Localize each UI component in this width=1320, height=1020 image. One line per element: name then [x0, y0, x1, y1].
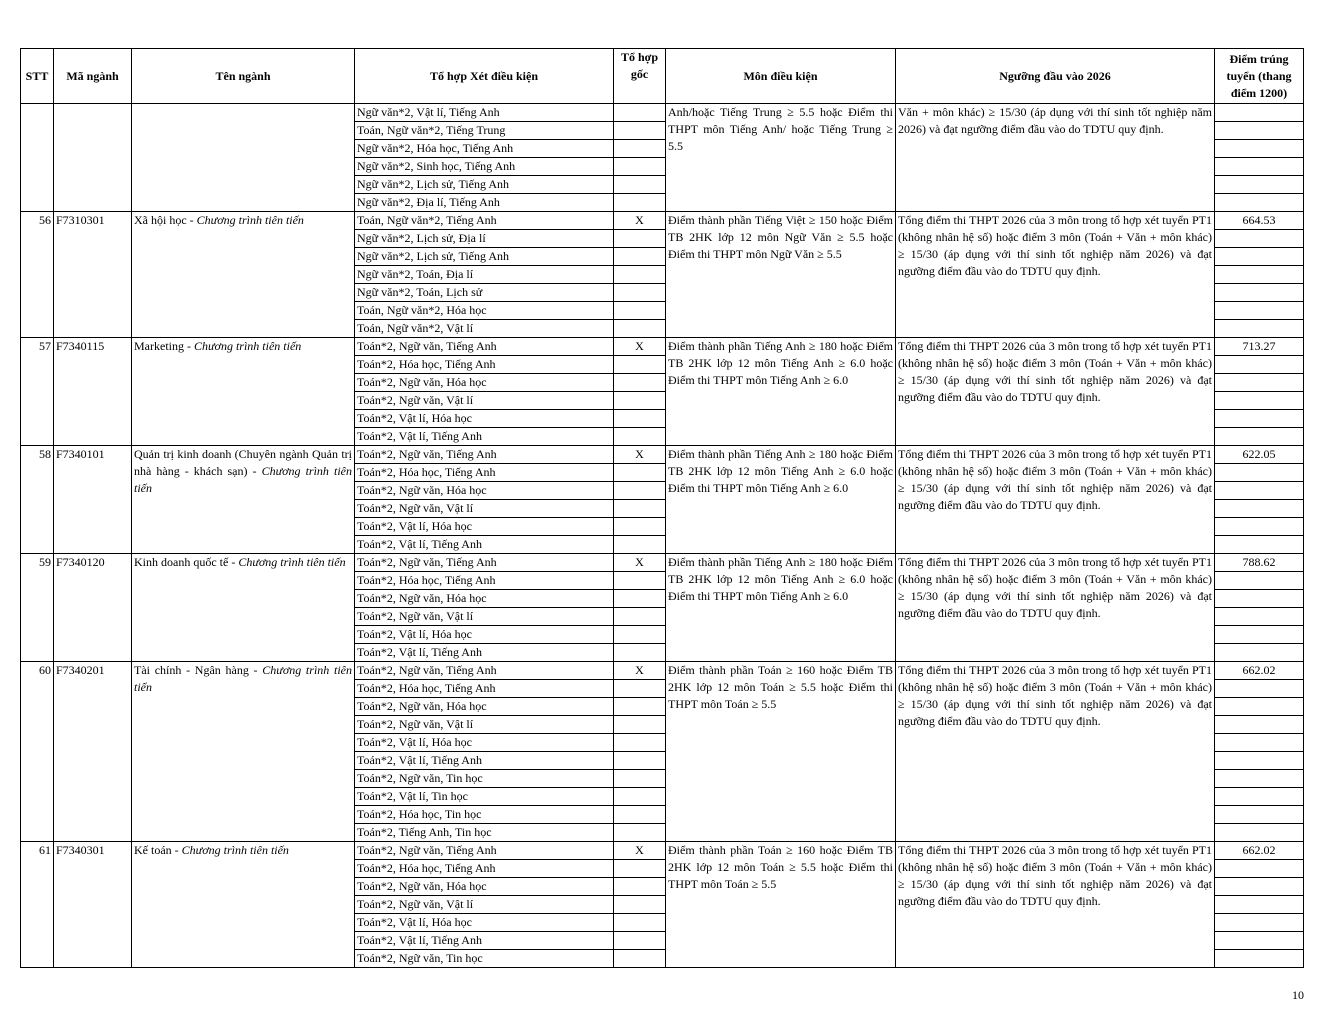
combo-cell: Toán*2, Vật lí, Hóa học: [355, 914, 614, 932]
threshold-cell: Văn + môn khác) ≥ 15/30 (áp dụng với thí sinh tốt nghiệp năm 2026) và đạt ngưỡng điểm đầu vào do TDTU quy định.: [896, 104, 1215, 212]
table-body: [21, 104, 1304, 968]
origin-mark-cell: [614, 680, 666, 698]
score-cell: [1215, 608, 1304, 626]
origin-mark-cell: [614, 302, 666, 320]
score-cell: [1215, 626, 1304, 644]
threshold-cell: Tổng điểm thi THPT 2026 của 3 môn trong tổ hợp xét tuyển PT1 (không nhân hệ số) hoặc điểm 3 môn (Toán + Văn + môn khác) ≥ 15/30 (áp dụng với thí sinh tốt nghiệp năm 2026) và đạt ngưỡng điểm đầu vào do TDTU quy định.: [896, 662, 1215, 842]
combo-cell: Toán*2, Ngữ văn, Tiếng Anh: [355, 446, 614, 464]
origin-mark-cell: X: [614, 662, 666, 680]
score-cell: [1215, 374, 1304, 392]
score-cell: [1215, 716, 1304, 734]
score-cell: [1215, 302, 1304, 320]
combo-cell: Toán*2, Vật lí, Tiếng Anh: [355, 428, 614, 446]
score-cell: [1215, 698, 1304, 716]
score-cell: [1215, 320, 1304, 338]
combo-cell: Toán*2, Hóa học, Tiếng Anh: [355, 464, 614, 482]
score-cell: [1215, 392, 1304, 410]
program-type: Chương trình tiên tiến: [196, 213, 304, 227]
origin-mark-cell: [614, 590, 666, 608]
threshold-cell: Tổng điểm thi THPT 2026 của 3 môn trong tổ hợp xét tuyển PT1 (không nhân hệ số) hoặc điểm 3 môn (Toán + Văn + môn khác) ≥ 15/30 (áp dụng với thí sinh tốt nghiệp năm 2026) và đạt ngưỡng điểm đầu vào do TDTU quy định.: [896, 212, 1215, 338]
origin-mark-cell: [614, 860, 666, 878]
combo-cell: Ngữ văn*2, Lịch sử, Địa lí: [355, 230, 614, 248]
score-cell: [1215, 572, 1304, 590]
combo-cell: Toán*2, Ngữ văn, Tin học: [355, 770, 614, 788]
stt-cell: 56: [21, 212, 54, 338]
name-cell: [132, 446, 355, 554]
name-cell: [132, 842, 355, 968]
origin-mark-cell: [614, 878, 666, 896]
origin-mark-cell: [614, 824, 666, 842]
score-cell: 788.62: [1215, 554, 1304, 572]
name-cell: [132, 662, 355, 842]
program-name: Xã hội học -: [134, 213, 197, 227]
combo-cell: Toán*2, Vật lí, Hóa học: [355, 626, 614, 644]
header-to-hop: Tổ hợp Xét điều kiện: [355, 49, 614, 104]
score-cell: [1215, 284, 1304, 302]
score-cell: [1215, 752, 1304, 770]
program-name: Quản trị kinh doanh (Chuyên ngành Quản trị nhà hàng - khách sạn) -: [134, 447, 352, 478]
combo-cell: Toán*2, Ngữ văn, Vật lí: [355, 716, 614, 734]
origin-mark-cell: [614, 428, 666, 446]
origin-mark-cell: [614, 770, 666, 788]
origin-mark-cell: [614, 734, 666, 752]
table-row: [21, 554, 1304, 572]
origin-mark-cell: [614, 122, 666, 140]
combo-cell: Toán*2, Hóa học, Tiếng Anh: [355, 860, 614, 878]
condition-cell: Điểm thành phần Toán ≥ 160 hoặc Điểm TB 2HK lớp 12 môn Toán ≥ 5.5 hoặc Điểm thi THPT môn Toán ≥ 5.5: [666, 842, 896, 968]
code-cell: [54, 104, 132, 212]
condition-cell: Điểm thành phần Toán ≥ 160 hoặc Điểm TB 2HK lớp 12 môn Toán ≥ 5.5 hoặc Điểm thi THPT môn Toán ≥ 5.5: [666, 662, 896, 842]
origin-mark-cell: [614, 626, 666, 644]
program-name: Kinh doanh quốc tế -: [134, 555, 239, 569]
combo-cell: Toán*2, Ngữ văn, Hóa học: [355, 878, 614, 896]
combo-cell: Toán*2, Vật lí, Hóa học: [355, 518, 614, 536]
program-type: Chương trình tiên tiến: [181, 843, 289, 857]
combo-cell: Toán*2, Ngữ văn, Tin học: [355, 950, 614, 968]
origin-mark-cell: [614, 896, 666, 914]
combo-cell: Toán*2, Hóa học, Tin học: [355, 806, 614, 824]
score-cell: [1215, 410, 1304, 428]
combo-cell: Toán*2, Vật lí, Tiếng Anh: [355, 752, 614, 770]
origin-mark-cell: X: [614, 338, 666, 356]
origin-mark-cell: [614, 320, 666, 338]
score-cell: [1215, 950, 1304, 968]
stt-cell: 57: [21, 338, 54, 446]
condition-cell: Anh/hoặc Tiếng Trung ≥ 5.5 hoặc Điểm thi THPT môn Tiếng Anh/ hoặc Tiếng Trung ≥ 5.5: [666, 104, 896, 212]
stt-cell: 58: [21, 446, 54, 554]
origin-mark-cell: [614, 104, 666, 122]
combo-cell: Toán, Ngữ văn*2, Tiếng Anh: [355, 212, 614, 230]
condition-cell: Điểm thành phần Tiếng Anh ≥ 180 hoặc Điểm TB 2HK lớp 12 môn Tiếng Anh ≥ 6.0 hoặc Điểm thi THPT môn Tiếng Anh ≥ 6.0: [666, 338, 896, 446]
score-cell: [1215, 464, 1304, 482]
program-name: Tài chính - Ngân hàng -: [134, 663, 263, 677]
score-cell: [1215, 176, 1304, 194]
origin-mark-cell: [614, 716, 666, 734]
score-cell: [1215, 248, 1304, 266]
combo-cell: Toán*2, Vật lí, Tiếng Anh: [355, 536, 614, 554]
stt-cell: 61: [21, 842, 54, 968]
table-row: [21, 338, 1304, 356]
header-nguong: Ngưỡng đầu vào 2026: [896, 49, 1215, 104]
table-row: [21, 212, 1304, 230]
name-cell: [132, 554, 355, 662]
stt-cell: 59: [21, 554, 54, 662]
combo-cell: Ngữ văn*2, Toán, Địa lí: [355, 266, 614, 284]
combo-cell: Toán, Ngữ văn*2, Tiếng Trung: [355, 122, 614, 140]
origin-mark-cell: [614, 158, 666, 176]
score-cell: [1215, 788, 1304, 806]
score-cell: 713.27: [1215, 338, 1304, 356]
program-type: Chương trình tiên tiến: [193, 339, 302, 353]
combo-cell: Toán*2, Ngữ văn, Tiếng Anh: [355, 338, 614, 356]
score-cell: [1215, 932, 1304, 950]
score-cell: [1215, 770, 1304, 788]
stt-cell: 60: [21, 662, 54, 842]
combo-cell: Toán*2, Vật lí, Hóa học: [355, 734, 614, 752]
code-cell: F7340201: [54, 662, 132, 842]
combo-cell: Toán*2, Hóa học, Tiếng Anh: [355, 356, 614, 374]
origin-mark-cell: [614, 194, 666, 212]
code-cell: F7340301: [54, 842, 132, 968]
score-cell: [1215, 734, 1304, 752]
combo-cell: Ngữ văn*2, Hóa học, Tiếng Anh: [355, 140, 614, 158]
origin-mark-cell: [614, 608, 666, 626]
origin-mark-cell: [614, 518, 666, 536]
combo-cell: Toán*2, Vật lí, Tiếng Anh: [355, 644, 614, 662]
origin-mark-cell: [614, 230, 666, 248]
header-ten-nganh: Tên ngành: [132, 49, 355, 104]
score-cell: [1215, 860, 1304, 878]
combo-cell: Ngữ văn*2, Lịch sử, Tiếng Anh: [355, 248, 614, 266]
code-cell: F7340115: [54, 338, 132, 446]
combo-cell: Toán*2, Ngữ văn, Hóa học: [355, 374, 614, 392]
name-cell: [132, 212, 355, 338]
program-type: Chương trình tiên tiến: [134, 663, 352, 694]
origin-mark-cell: [614, 284, 666, 302]
combo-cell: Toán*2, Ngữ văn, Tiếng Anh: [355, 662, 614, 680]
condition-cell: Điểm thành phần Tiếng Anh ≥ 180 hoặc Điểm TB 2HK lớp 12 môn Tiếng Anh ≥ 6.0 hoặc Điểm thi THPT môn Tiếng Anh ≥ 6.0: [666, 446, 896, 554]
origin-mark-cell: [614, 914, 666, 932]
score-cell: [1215, 428, 1304, 446]
origin-mark-cell: [614, 932, 666, 950]
origin-mark-cell: X: [614, 446, 666, 464]
score-cell: [1215, 230, 1304, 248]
origin-mark-cell: [614, 266, 666, 284]
origin-mark-cell: X: [614, 842, 666, 860]
combo-cell: Toán*2, Ngữ văn, Tiếng Anh: [355, 842, 614, 860]
score-cell: [1215, 806, 1304, 824]
program-name: Marketing -: [134, 339, 194, 353]
score-cell: [1215, 500, 1304, 518]
origin-mark-cell: [614, 536, 666, 554]
score-cell: [1215, 914, 1304, 932]
combo-cell: Toán*2, Ngữ văn, Hóa học: [355, 482, 614, 500]
combo-cell: Toán*2, Ngữ văn, Hóa học: [355, 590, 614, 608]
table-header: [21, 49, 1304, 104]
combo-cell: Toán*2, Hóa học, Tiếng Anh: [355, 680, 614, 698]
origin-mark-cell: [614, 374, 666, 392]
score-cell: [1215, 356, 1304, 374]
score-cell: [1215, 194, 1304, 212]
origin-mark-cell: X: [614, 212, 666, 230]
origin-mark-cell: [614, 482, 666, 500]
condition-cell: Điểm thành phần Tiếng Việt ≥ 150 hoặc Điểm TB 2HK lớp 12 môn Ngữ Văn ≥ 5.5 hoặc Điểm thi THPT môn Ngữ Văn ≥ 5.5: [666, 212, 896, 338]
combo-cell: Toán*2, Vật lí, Hóa học: [355, 410, 614, 428]
threshold-cell: Tổng điểm thi THPT 2026 của 3 môn trong tổ hợp xét tuyển PT1 (không nhân hệ số) hoặc điểm 3 môn (Toán + Văn + môn khác) ≥ 15/30 (áp dụng với thí sinh tốt nghiệp năm 2026) và đạt ngưỡng điểm đầu vào do TDTU quy định.: [896, 446, 1215, 554]
score-cell: 664.53: [1215, 212, 1304, 230]
origin-mark-cell: [614, 644, 666, 662]
score-cell: [1215, 158, 1304, 176]
code-cell: F7340120: [54, 554, 132, 662]
table-row: [21, 446, 1304, 464]
score-cell: [1215, 482, 1304, 500]
combo-cell: Ngữ văn*2, Lịch sử, Tiếng Anh: [355, 176, 614, 194]
program-name: Kế toán -: [134, 843, 182, 857]
score-cell: [1215, 878, 1304, 896]
origin-mark-cell: [614, 464, 666, 482]
score-cell: [1215, 266, 1304, 284]
score-cell: 662.02: [1215, 842, 1304, 860]
header-diem: Điểm trúng tuyển (thang điểm 1200): [1215, 49, 1304, 104]
origin-mark-cell: [614, 176, 666, 194]
condition-cell: Điểm thành phần Tiếng Anh ≥ 180 hoặc Điểm TB 2HK lớp 12 môn Tiếng Anh ≥ 6.0 hoặc Điểm thi THPT môn Tiếng Anh ≥ 6.0: [666, 554, 896, 662]
score-cell: 622.05: [1215, 446, 1304, 464]
score-cell: 662.02: [1215, 662, 1304, 680]
score-cell: [1215, 824, 1304, 842]
program-type: Chương trình tiên tiến: [238, 555, 346, 569]
origin-mark-cell: X: [614, 554, 666, 572]
combo-cell: Toán*2, Vật lí, Tiếng Anh: [355, 932, 614, 950]
combo-cell: Toán*2, Ngữ văn, Hóa học: [355, 698, 614, 716]
score-cell: [1215, 680, 1304, 698]
threshold-cell: Tổng điểm thi THPT 2026 của 3 môn trong tổ hợp xét tuyển PT1 (không nhân hệ số) hoặc điểm 3 môn (Toán + Văn + môn khác) ≥ 15/30 (áp dụng với thí sinh tốt nghiệp năm 2026) và đạt ngưỡng điểm đầu vào do TDTU quy định.: [896, 842, 1215, 968]
origin-mark-cell: [614, 698, 666, 716]
origin-mark-cell: [614, 572, 666, 590]
origin-mark-cell: [614, 806, 666, 824]
combo-cell: Toán*2, Ngữ văn, Vật lí: [355, 392, 614, 410]
origin-mark-cell: [614, 392, 666, 410]
code-cell: F7340101: [54, 446, 132, 554]
score-cell: [1215, 536, 1304, 554]
origin-mark-cell: [614, 140, 666, 158]
combo-cell: Toán*2, Ngữ văn, Vật lí: [355, 608, 614, 626]
combo-cell: Toán*2, Hóa học, Tiếng Anh: [355, 572, 614, 590]
table-row: [21, 662, 1304, 680]
origin-mark-cell: [614, 410, 666, 428]
combo-cell: Toán, Ngữ văn*2, Hóa học: [355, 302, 614, 320]
admission-table: [20, 48, 1304, 968]
combo-cell: Toán, Ngữ văn*2, Vật lí: [355, 320, 614, 338]
origin-mark-cell: [614, 788, 666, 806]
code-cell: F7310301: [54, 212, 132, 338]
program-type: Chương trình tiên tiến: [134, 464, 352, 495]
origin-mark-cell: [614, 752, 666, 770]
combo-cell: Toán*2, Ngữ văn, Vật lí: [355, 500, 614, 518]
combo-cell: Toán*2, Vật lí, Tin học: [355, 788, 614, 806]
combo-cell: Ngữ văn*2, Vật lí, Tiếng Anh: [355, 104, 614, 122]
origin-mark-cell: [614, 356, 666, 374]
combo-cell: Toán*2, Tiếng Anh, Tin học: [355, 824, 614, 842]
combo-cell: Toán*2, Ngữ văn, Tiếng Anh: [355, 554, 614, 572]
combo-cell: Ngữ văn*2, Toán, Lịch sử: [355, 284, 614, 302]
origin-mark-cell: [614, 950, 666, 968]
score-cell: [1215, 644, 1304, 662]
combo-cell: Ngữ văn*2, Sinh học, Tiếng Anh: [355, 158, 614, 176]
origin-mark-cell: [614, 500, 666, 518]
origin-mark-cell: [614, 248, 666, 266]
threshold-cell: Tổng điểm thi THPT 2026 của 3 môn trong tổ hợp xét tuyển PT1 (không nhân hệ số) hoặc điểm 3 môn (Toán + Văn + môn khác) ≥ 15/30 (áp dụng với thí sinh tốt nghiệp năm 2026) và đạt ngưỡng điểm đầu vào do TDTU quy định.: [896, 554, 1215, 662]
score-cell: [1215, 590, 1304, 608]
score-cell: [1215, 140, 1304, 158]
stt-cell: [21, 104, 54, 212]
header-mon-dieu-kien: Môn điều kiện: [666, 49, 896, 104]
score-cell: [1215, 518, 1304, 536]
score-cell: [1215, 896, 1304, 914]
header-ma-nganh: Mã ngành: [54, 49, 132, 104]
header-stt: STT: [21, 49, 54, 104]
name-cell: [132, 338, 355, 446]
table-row: [21, 104, 1304, 122]
score-cell: [1215, 122, 1304, 140]
name-cell: [132, 104, 355, 212]
combo-cell: Toán*2, Ngữ văn, Vật lí: [355, 896, 614, 914]
combo-cell: Ngữ văn*2, Địa lí, Tiếng Anh: [355, 194, 614, 212]
threshold-cell: Tổng điểm thi THPT 2026 của 3 môn trong tổ hợp xét tuyển PT1 (không nhân hệ số) hoặc điểm 3 môn (Toán + Văn + môn khác) ≥ 15/30 (áp dụng với thí sinh tốt nghiệp năm 2026) và đạt ngưỡng điểm đầu vào do TDTU quy định.: [896, 338, 1215, 446]
header-to-hop-goc: Tổ hợp gốc: [614, 49, 666, 104]
score-cell: [1215, 104, 1304, 122]
table-row: [21, 842, 1304, 860]
page-number: 10: [1292, 988, 1304, 1002]
